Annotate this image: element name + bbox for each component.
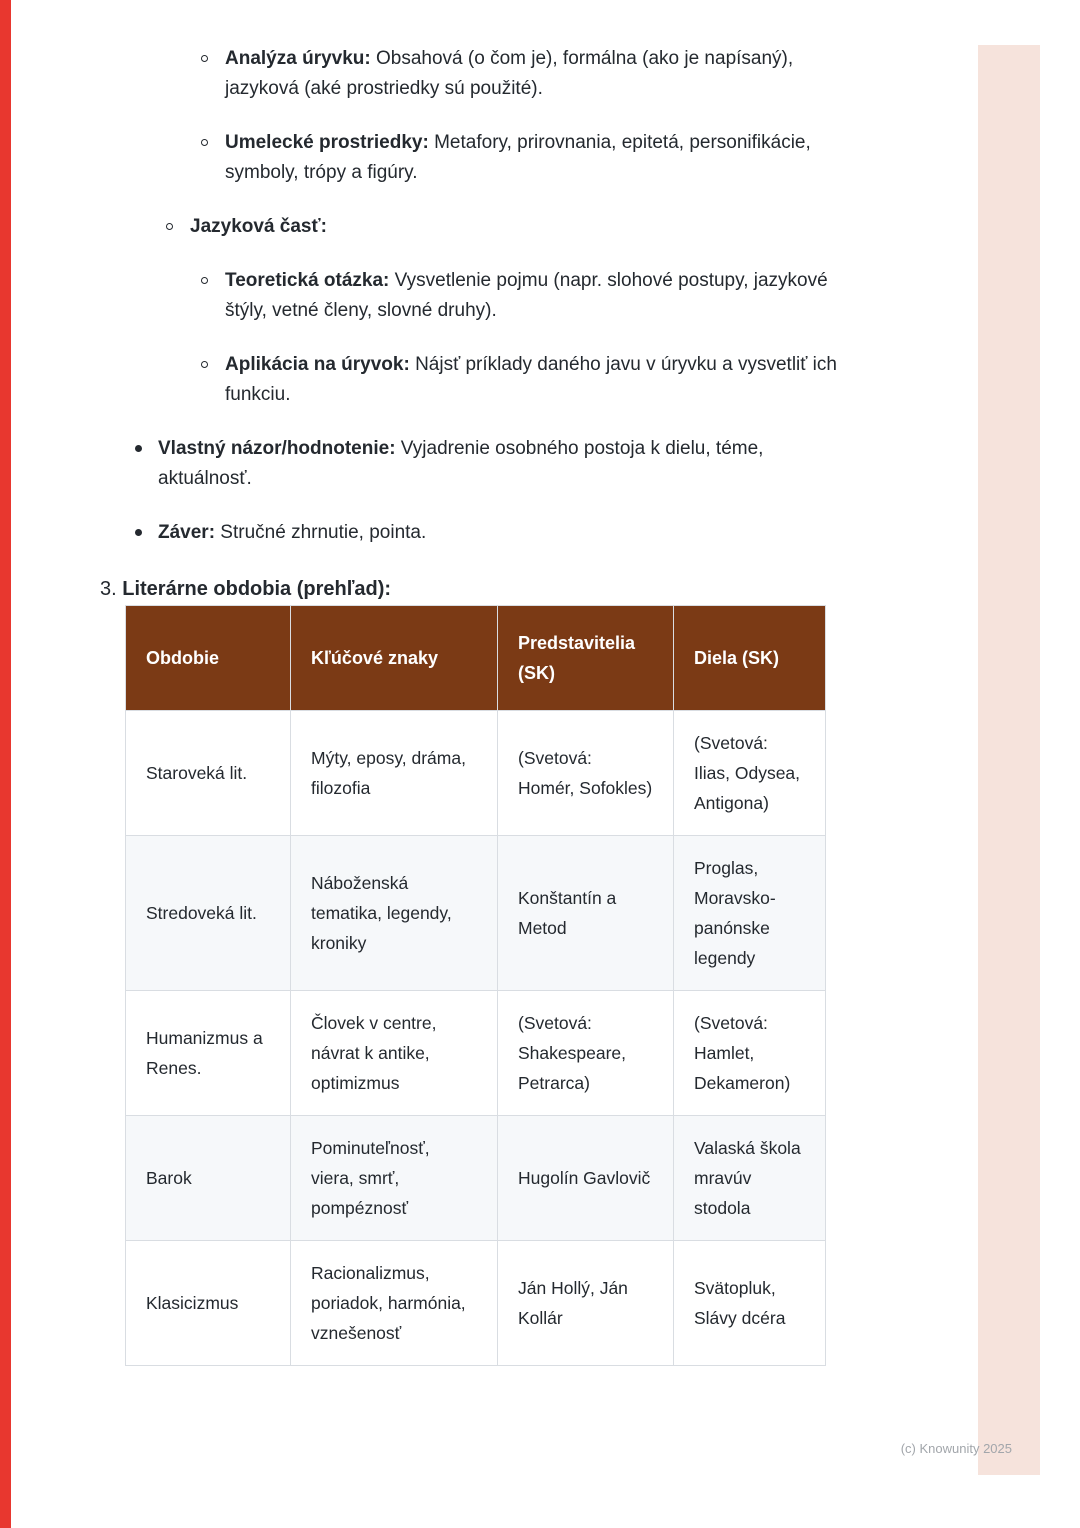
table-cell: Humanizmus a Renes. [126, 991, 291, 1116]
item-bold-label: Analýza úryvku: [225, 48, 371, 69]
table-header-cell: Kľúčové znaky [291, 606, 498, 711]
watermark: (c) Knowunity 2025 [900, 1441, 1012, 1456]
circle-bullet-icon [201, 139, 208, 146]
list-item [100, 434, 848, 494]
table-row [126, 836, 826, 991]
disc-bullet-icon [135, 445, 142, 452]
item-text: Metafory, prirovnania, epitetá, personifikácie, symboly, trópy a figúry. [225, 132, 811, 183]
list-item [100, 266, 848, 326]
table-cell: Staroveká lit. [126, 711, 291, 836]
item-text: Nájsť príklady daného javu v úryvku a vysvetliť ich funkciu. [225, 354, 837, 405]
circle-bullet-icon [201, 55, 208, 62]
list-item [100, 518, 848, 548]
table-header-cell: Predstavitelia (SK) [498, 606, 674, 711]
list-item [100, 212, 848, 242]
table-cell: (Svetová: Shakespeare, Petrarca) [498, 991, 674, 1116]
list-item-text [225, 128, 848, 188]
list-item-text [225, 44, 848, 104]
item-bold-label: Záver: [158, 522, 216, 543]
circle-bullet-icon [166, 223, 173, 230]
table-row [126, 1116, 826, 1241]
list-item-text [225, 266, 848, 326]
literature-table [125, 605, 826, 1366]
item-bold-label: Vlastný názor/hodnotenie: [158, 438, 396, 459]
list-item-text [158, 434, 848, 494]
left-accent-bar [0, 0, 11, 1528]
table-header-row [126, 606, 826, 711]
list-item-text [190, 212, 848, 242]
circle-bullet-icon [201, 277, 208, 284]
list-item [100, 350, 848, 410]
heading-number: 3. [100, 578, 117, 600]
table-cell: Ján Hollý, Ján Kollár [498, 1241, 674, 1366]
right-side-strip [978, 45, 1040, 1475]
table-cell: Barok [126, 1116, 291, 1241]
item-text: Obsahová (o čom je), formálna (ako je napísaný), jazyková (aké prostriedky sú použité). [225, 48, 794, 99]
table-row [126, 1241, 826, 1366]
table-cell: Racionalizmus, poriadok, harmónia, vznešenosť [291, 1241, 498, 1366]
table-cell: (Svetová: Hamlet, Dekameron) [674, 991, 826, 1116]
table-row [126, 711, 826, 836]
table-cell: Svätopluk, Slávy dcéra [674, 1241, 826, 1366]
item-bold-label: Umelecké prostriedky: [225, 132, 429, 153]
table-cell: (Svetová: Ilias, Odysea, Antigona) [674, 711, 826, 836]
list-item-text [158, 518, 848, 548]
list-item-text [225, 350, 848, 410]
item-bold-label: Teoretická otázka: [225, 270, 390, 291]
table-cell: Valaská škola mravúv stodola [674, 1116, 826, 1241]
table-header-cell: Obdobie [126, 606, 291, 711]
table-row [126, 991, 826, 1116]
circle-bullet-icon [201, 361, 208, 368]
item-text: Stručné zhrnutie, pointa. [215, 522, 427, 543]
outline-content [100, 44, 848, 630]
table-cell: Hugolín Gavlovič [498, 1116, 674, 1241]
heading-label: Literárne obdobia (prehľad): [122, 578, 392, 600]
table-cell: Pominuteľnosť, viera, smrť, pompéznosť [291, 1116, 498, 1241]
disc-bullet-icon [135, 529, 142, 536]
table-cell: Náboženská tematika, legendy, kroniky [291, 836, 498, 991]
table-cell: Proglas, Moravsko-panónske legendy [674, 836, 826, 991]
table-header-cell: Diela (SK) [674, 606, 826, 711]
item-text: Vyjadrenie osobného postoja k dielu, téme, aktuálnosť. [158, 438, 764, 489]
table-cell: Konštantín a Metod [498, 836, 674, 991]
section-heading [100, 574, 848, 604]
item-bold-label: Aplikácia na úryvok: [225, 354, 410, 375]
list-item [100, 128, 848, 188]
table-cell: Klasicizmus [126, 1241, 291, 1366]
table-cell: (Svetová: Homér, Sofokles) [498, 711, 674, 836]
table-cell: Mýty, eposy, dráma, filozofia [291, 711, 498, 836]
item-bold-label: Jazyková časť: [190, 216, 327, 237]
literature-table-wrapper [125, 605, 826, 1366]
item-text: Vysvetlenie pojmu (napr. slohové postupy, jazykové štýly, vetné členy, slovné druhy). [225, 270, 828, 321]
list-item [100, 44, 848, 104]
table-cell: Stredoveká lit. [126, 836, 291, 991]
table-cell: Človek v centre, návrat k antike, optimizmus [291, 991, 498, 1116]
